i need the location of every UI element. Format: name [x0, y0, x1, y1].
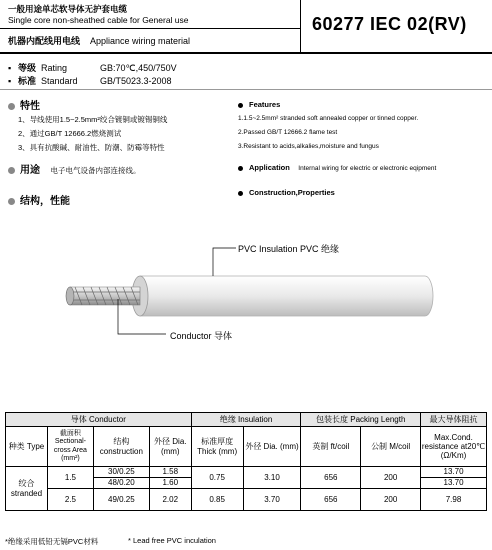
- insulation-label: PVC Insulation PVC 绝缘: [238, 244, 340, 254]
- application-cn-row: [8, 160, 140, 178]
- application-en-text: Internal wiring for electric or electronic eqipment: [298, 165, 437, 172]
- dia-cell: 1.58: [149, 467, 191, 478]
- dia-cell: 1.60: [149, 478, 191, 489]
- product-code: 60277 IEC 02(RV): [312, 14, 467, 34]
- construction-cn-title: 结构，性能: [20, 196, 70, 207]
- category-en: Appliance wiring material: [90, 36, 191, 46]
- standard-row: [8, 74, 172, 87]
- features-en-item-1: 1.1.5~2.5mm² stranded soft annealed copper or tinned copper.: [238, 115, 419, 122]
- header-divider: [0, 28, 300, 29]
- footnote-cn: *绝缘采用低铅无镉PVC材料: [5, 537, 99, 546]
- col-header-m-coil: 公制 M/coil: [361, 427, 421, 467]
- header-bottom-rule: [0, 52, 492, 54]
- conductor-label: Conductor 导体: [170, 331, 233, 341]
- construction-en-title: Construction,Properties: [249, 188, 335, 197]
- bullet-dot-icon: [238, 166, 243, 171]
- spec-table: [5, 412, 487, 511]
- footnote-en: * Lead free PVC inculation: [128, 536, 216, 545]
- construction-cell: 49/0.25: [93, 489, 149, 511]
- category-cn: 机器内配线用电线: [8, 36, 81, 46]
- area-cell: 2.5: [47, 489, 93, 511]
- table-column-header-row: [6, 427, 487, 467]
- bullet-dot-icon: [238, 191, 243, 196]
- rating-square-icon: ▪: [8, 63, 12, 73]
- col-header-dia-2: 外径 Dia. (mm): [243, 427, 301, 467]
- col-header-section: 截面积 Sectional-cross Area (mm²): [47, 427, 93, 467]
- application-cn-title: 用途: [20, 165, 40, 176]
- bullet-dot-icon: [8, 198, 15, 205]
- dia-cell: 2.02: [149, 489, 191, 511]
- thick-cell: 0.75: [191, 467, 243, 489]
- rating-value: GB:70℃,450/750V: [100, 63, 177, 73]
- rating-divider: [0, 89, 492, 90]
- col-header-max-cond: Max.Cond. resistance at20℃ (Ω/Km): [421, 427, 487, 467]
- ft-coil-cell: 656: [301, 467, 361, 489]
- features-en-heading: [238, 100, 280, 109]
- features-en-item-3: 3.Resistant to acids,alkalies,moisture and fungus: [238, 143, 379, 150]
- bullet-dot-icon: [8, 103, 15, 110]
- rating-label-en: Rating: [41, 63, 68, 73]
- col-header-construction: 结构 construction: [93, 427, 149, 467]
- rating-label-cn: 等级: [18, 63, 37, 73]
- application-cn-text: 电子电气设备内部连接线。: [50, 166, 141, 175]
- standard-label-en: Standard: [41, 76, 78, 86]
- col-header-type: 种类 Type: [6, 427, 48, 467]
- standard-square-icon: ▪: [8, 76, 12, 86]
- group-header-resistance: 最大导体阻抗: [421, 413, 487, 427]
- type-cell: 绞合 stranded: [6, 467, 48, 511]
- header-vertical-divider: [300, 0, 301, 52]
- features-cn-heading: [8, 97, 40, 112]
- standard-label-cn: 标准: [18, 76, 37, 86]
- standard-value: GB/T5023.3-2008: [100, 76, 172, 86]
- table-group-header-row: [6, 413, 487, 427]
- ft-coil-cell: 656: [301, 489, 361, 511]
- resistance-cell: 7.98: [421, 489, 487, 511]
- group-header-insulation: 绝缘 Insulation: [191, 413, 301, 427]
- conductor-end: [66, 287, 74, 305]
- group-header-conductor: 导体 Conductor: [6, 413, 192, 427]
- header-title-en: Single core non-sheathed cable for General use: [8, 15, 189, 25]
- features-en-title: Features: [249, 100, 281, 109]
- col-header-ft-coil: 英制 ft/coil: [301, 427, 361, 467]
- features-cn-item-3: 3、具有抗酸碱、耐油性、防潮、防霉等特性: [18, 143, 165, 152]
- construction-cell: 48/0.20: [93, 478, 149, 489]
- construction-en-heading: [238, 188, 335, 197]
- bullet-dot-icon: [8, 167, 15, 174]
- dia2-cell: 3.70: [243, 489, 301, 511]
- group-header-packing: 包装长度 Packing Length: [301, 413, 421, 427]
- area-cell: 1.5: [47, 467, 93, 489]
- features-cn-item-1: 1、导线使用1.5~2.5mm²绞合镀铜或镀锡铜线: [18, 115, 168, 124]
- resistance-cell: 13.70: [421, 478, 487, 489]
- bullet-dot-icon: [238, 103, 243, 108]
- thick-cell: 0.85: [191, 489, 243, 511]
- construction-cn-heading: [8, 192, 70, 207]
- table-row: [6, 489, 487, 511]
- insulation-leader-line: [213, 248, 236, 276]
- features-cn-item-2: 2、通过GB/T 12666.2燃烧测试: [18, 129, 122, 138]
- features-cn-title: 特性: [20, 101, 40, 112]
- rating-row: [8, 61, 177, 74]
- application-en-title: Application: [249, 163, 290, 172]
- col-header-dia: 外径 Dia. (mm): [149, 427, 191, 467]
- m-coil-cell: 200: [361, 489, 421, 511]
- table-row: [6, 467, 487, 478]
- header-title-cn: 一般用途单芯软导体无护套电缆: [8, 4, 128, 14]
- m-coil-cell: 200: [361, 467, 421, 489]
- col-header-thick: 标准厚度 Thick (mm): [191, 427, 243, 467]
- features-en-item-2: 2.Passed GB/T 12666.2 flame test: [238, 129, 338, 136]
- construction-cell: 30/0.25: [93, 467, 149, 478]
- application-en-row: [238, 157, 436, 175]
- dia2-cell: 3.10: [243, 467, 301, 489]
- header-category: [8, 34, 190, 47]
- insulation-body: [140, 276, 433, 316]
- resistance-cell: 13.70: [421, 467, 487, 478]
